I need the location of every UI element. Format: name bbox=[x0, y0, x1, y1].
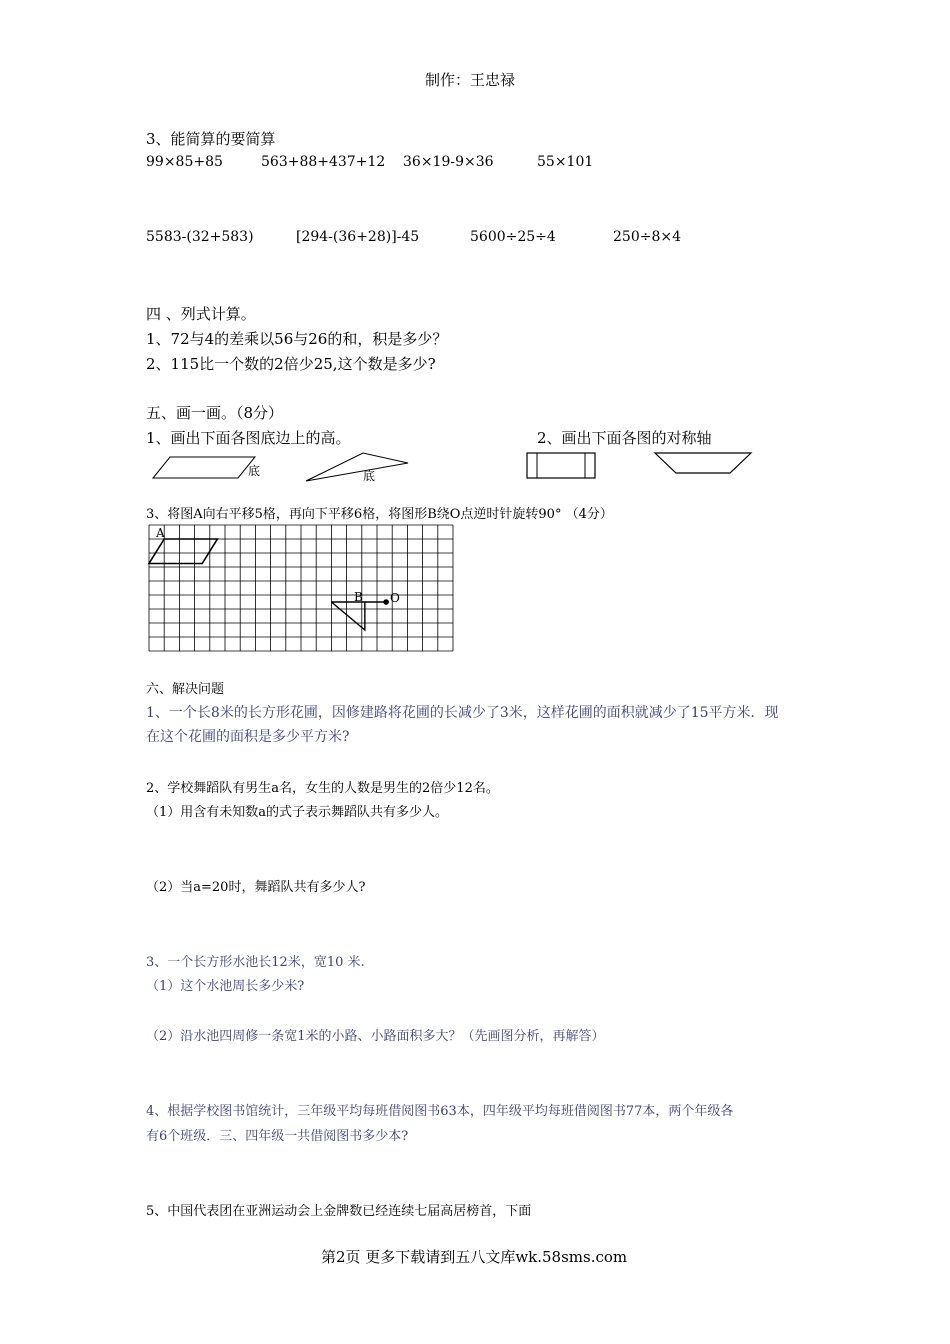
problem1-line2: 在这个花圃的面积是多少平方米? bbox=[146, 729, 350, 745]
rectangle-figure bbox=[526, 452, 598, 480]
triangle-figure bbox=[303, 450, 413, 484]
problem1-line1: 1、一个长8米的长方形花圃，因修建路将花圃的长减少了3米，这样花圃的面积就减少了15平方米．现 bbox=[146, 705, 779, 721]
base-label-triangle: 底 bbox=[363, 469, 376, 483]
problem3-sub1: （1）这个水池周长多少米? bbox=[146, 979, 305, 994]
expr-2-3: 5600÷25÷4 bbox=[470, 229, 556, 245]
expr-1-3: 36×19-9×36 bbox=[403, 154, 494, 170]
section6-title: 六、解决问题 bbox=[146, 682, 225, 697]
expr-2-4: 250÷8×4 bbox=[613, 229, 681, 245]
expr-2-2: [294-(36+28)]-45 bbox=[296, 229, 420, 245]
problem2-sub1: （1）用含有未知数a的式子表示舞蹈队共有多少人。 bbox=[146, 805, 449, 820]
section5-q1: 1、画出下面各图底边上的高。 bbox=[146, 429, 351, 447]
page-footer: 第2页 更多下载请到五八文库wk.58sms.com bbox=[321, 1248, 628, 1266]
grid-label-a: A bbox=[156, 526, 165, 540]
shape-b bbox=[331, 602, 364, 630]
trapezoid-figure bbox=[654, 452, 754, 476]
section4-q2: 2、115比一个数的2倍少25,这个数是多少? bbox=[146, 355, 436, 373]
shape-a bbox=[149, 539, 217, 564]
section4-q1: 1、72与4的差乘以56与26的和，积是多少？ bbox=[146, 330, 448, 348]
problem2-sub2: （2）当a=20时，舞蹈队共有多少人? bbox=[146, 880, 366, 895]
base-label-parallelogram: 底 bbox=[248, 464, 261, 478]
section4-title: 四 、列式计算。 bbox=[146, 305, 256, 323]
expr-2-1: 5583-(32+583) bbox=[146, 229, 254, 245]
parallelogram-figure bbox=[150, 454, 260, 482]
problem5-line1: 5、中国代表团在亚洲运动会上金牌数已经连续七届高居榜首，下面 bbox=[146, 1204, 532, 1219]
problem2-line1: 2、学校舞蹈队有男生a名，女生的人数是男生的2倍少12名。 bbox=[146, 781, 499, 796]
point-o bbox=[383, 599, 389, 605]
problem3-line1: 3、一个长方形水池长12米，宽10 米. bbox=[146, 955, 365, 970]
problem4-line2: 有6个班级．三、四年级一共借阅图书多少本? bbox=[146, 1129, 409, 1144]
author-header: 制作：王忠禄 bbox=[425, 71, 516, 89]
grid-label-b: B bbox=[354, 590, 363, 604]
section5-q2: 2、画出下面各图的对称轴 bbox=[537, 429, 712, 447]
grid-figure bbox=[148, 524, 456, 654]
problem3-sub2: （2）沿水池四周修一条宽1米的小路、小路面积多大？（先画图分析，再解答） bbox=[146, 1029, 605, 1044]
expr-1-4: 55×101 bbox=[537, 154, 594, 170]
grid-label-o: O bbox=[390, 591, 400, 605]
section5-title: 五、画一画。（8分） bbox=[146, 404, 284, 422]
problem4-line1: 4、根据学校图书馆统计，三年级平均每班借阅图书63本，四年级平均每班借阅图书77本，两个年级各 bbox=[146, 1104, 734, 1119]
expr-1-1: 99×85+85 bbox=[146, 154, 223, 170]
expr-1-2: 563+88+437+12 bbox=[261, 154, 386, 170]
section5-q3: 3、将图A向右平移5格，再向下平移6格，将图形B绕O点逆时针旋转90° （4分） bbox=[146, 507, 613, 522]
section3-title: 3、能简算的要简算 bbox=[146, 130, 276, 148]
